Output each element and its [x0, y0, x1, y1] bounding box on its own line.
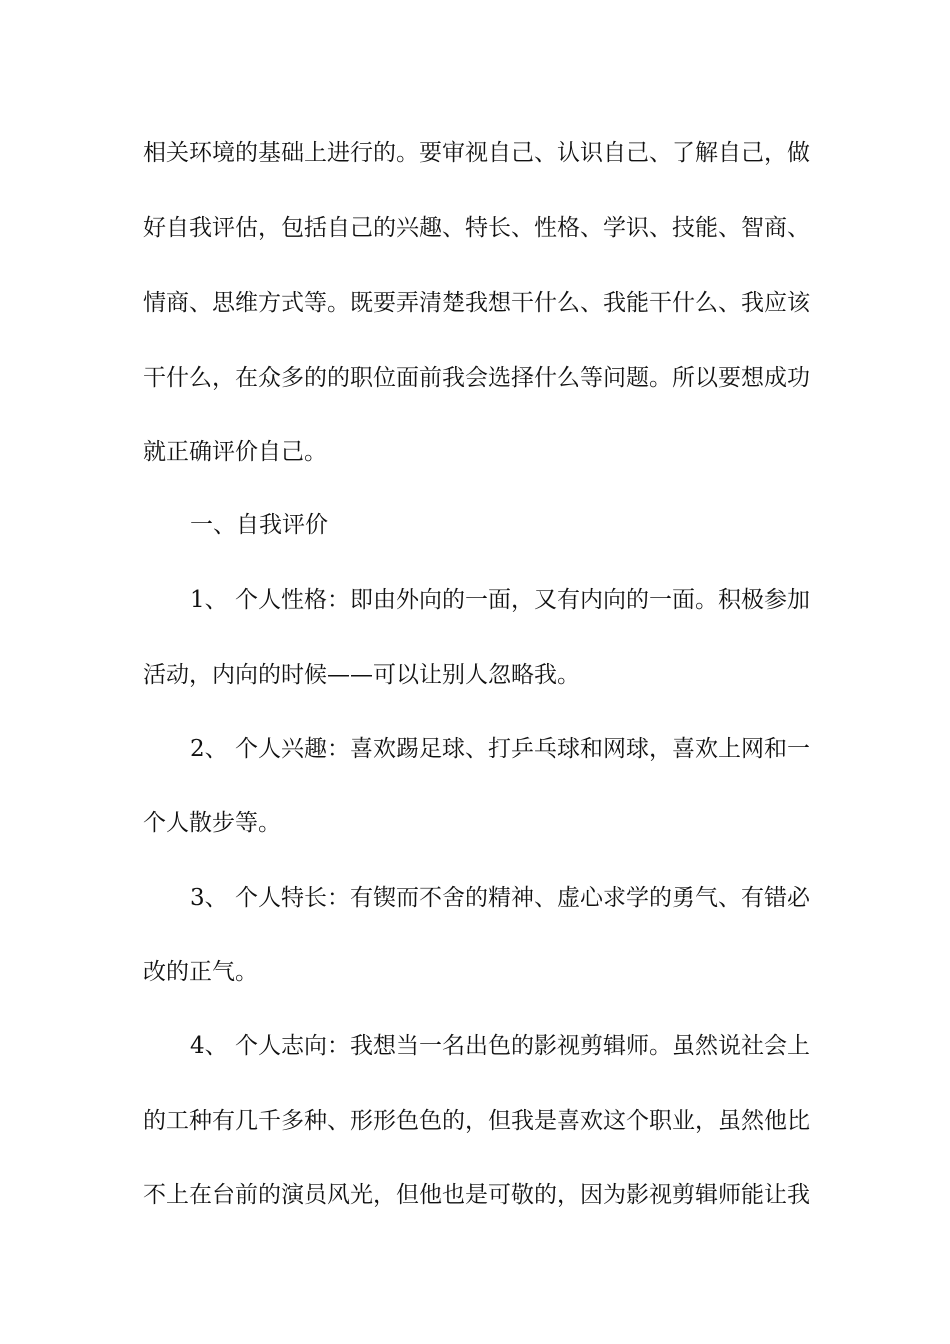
- body-text-line: 个人散步等。: [143, 810, 281, 836]
- list-item-personality: 1、 个人性格：即由外向的一面，又有内向的一面。积极参加: [190, 587, 810, 613]
- body-text-line: 改的正气。: [143, 959, 258, 985]
- body-text-line: 不上在台前的演员风光，但他也是可敬的，因为影视剪辑师能让我: [143, 1182, 810, 1208]
- body-text-line: 情商、思维方式等。既要弄清楚我想干什么、我能干什么、我应该: [143, 290, 810, 316]
- body-text-line: 干什么，在众多的的职位面前我会选择什么等问题。所以要想成功: [143, 365, 810, 391]
- body-text-line: 相关环境的基础上进行的。要审视自己、认识自己、了解自己，做: [143, 140, 810, 166]
- list-item-ambition: 4、 个人志向：我想当一名出色的影视剪辑师。虽然说社会上: [190, 1033, 810, 1059]
- list-item-strengths: 3、 个人特长：有锲而不舍的精神、虚心求学的勇气、有错必: [190, 885, 810, 911]
- body-text-line: 活动，内向的时候——可以让别人忽略我。: [143, 662, 580, 688]
- body-text-line: 的工种有几千多种、形形色色的，但我是喜欢这个职业，虽然他比: [143, 1108, 810, 1134]
- body-text-line: 好自我评估，包括自己的兴趣、特长、性格、学识、技能、智商、: [143, 215, 810, 241]
- section-heading: 一、自我评价: [190, 512, 328, 538]
- list-item-interests: 2、 个人兴趣：喜欢踢足球、打乒乓球和网球，喜欢上网和一: [190, 736, 810, 762]
- body-text-line: 就正确评价自己。: [143, 439, 327, 465]
